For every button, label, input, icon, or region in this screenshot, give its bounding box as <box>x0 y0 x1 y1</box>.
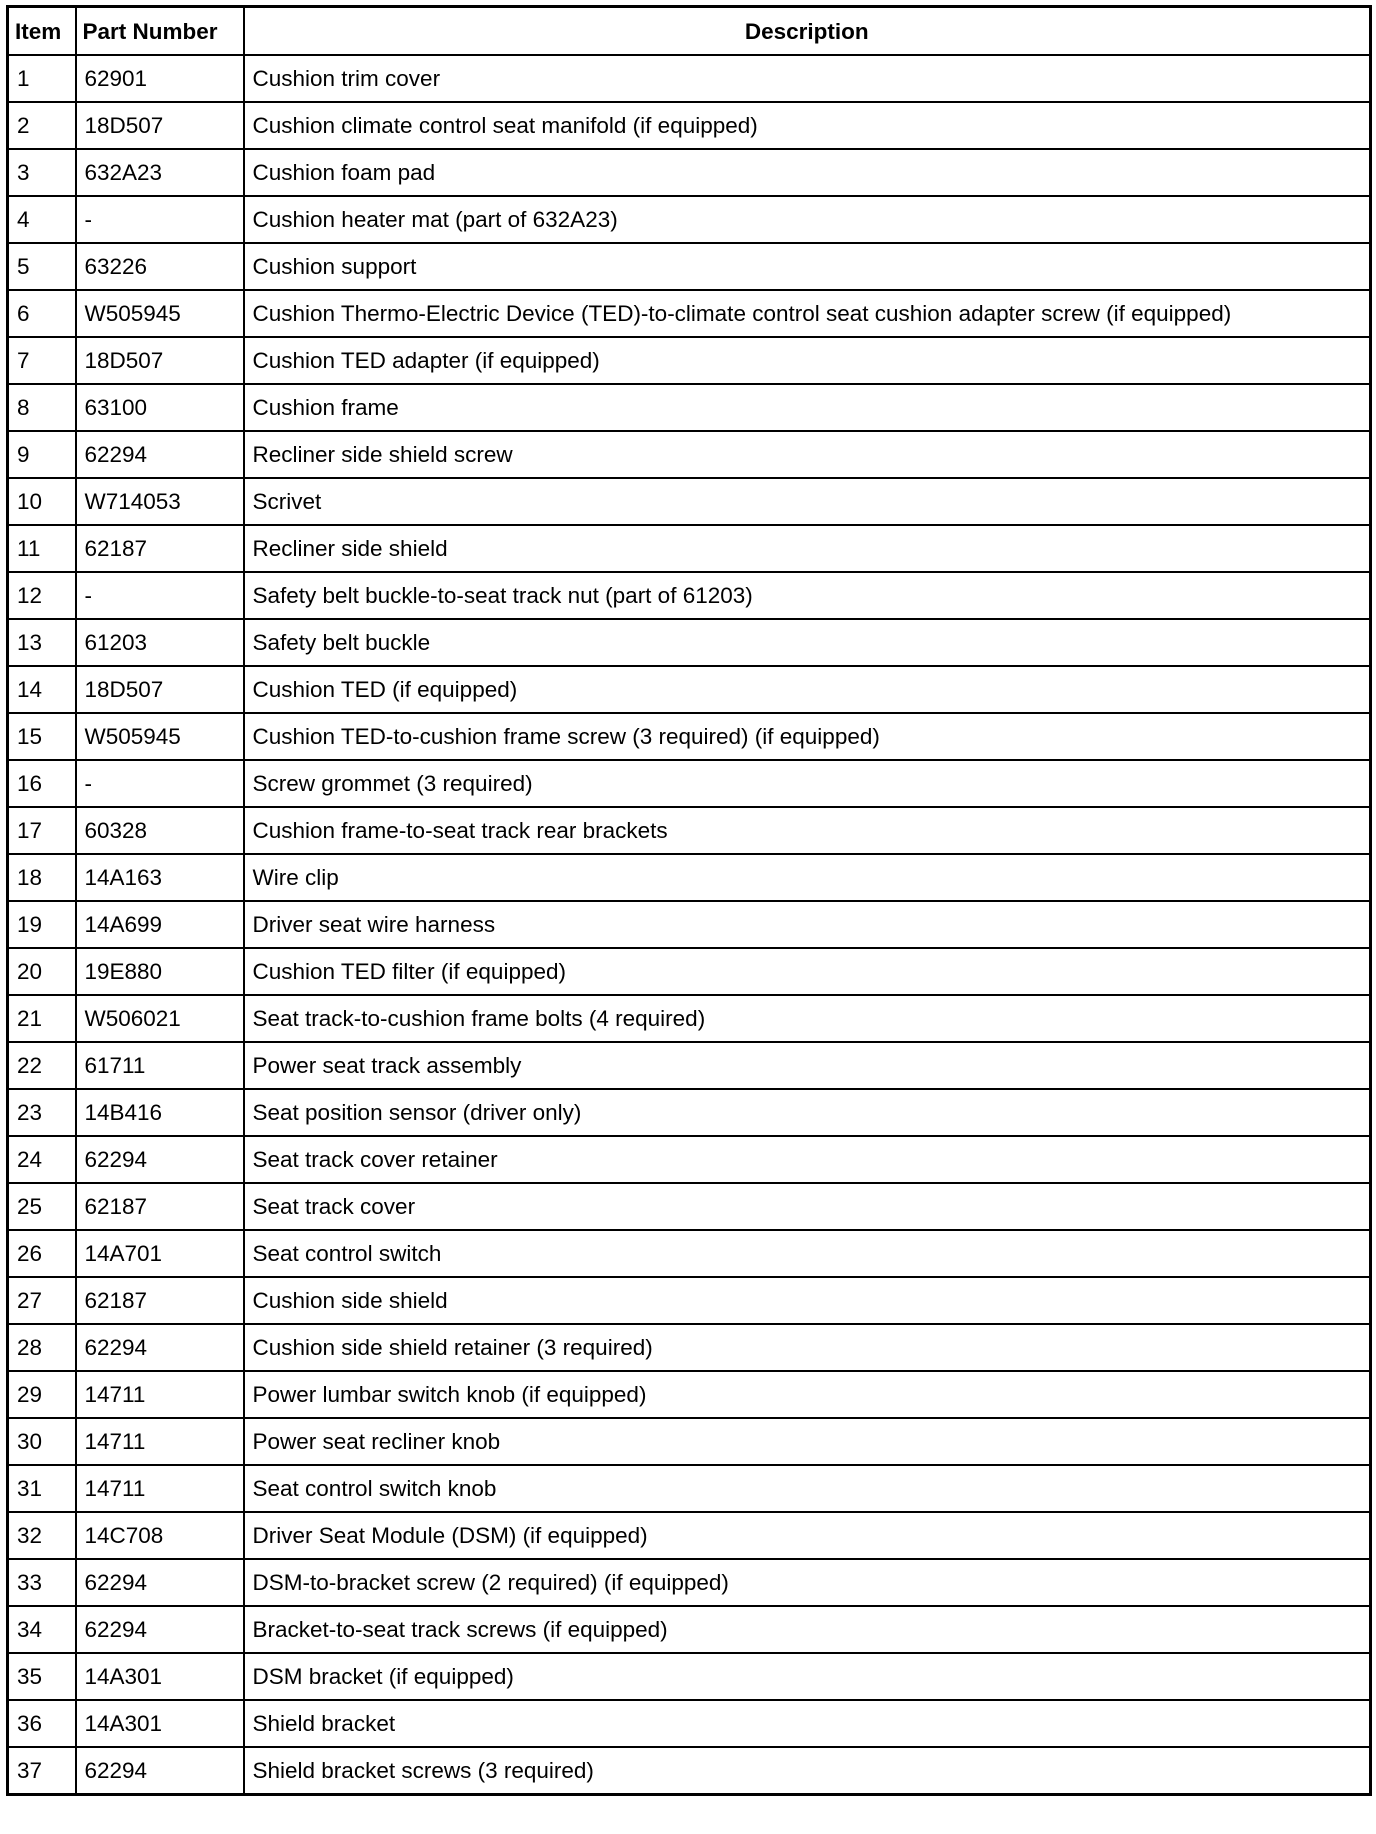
table-row <box>8 1606 1371 1653</box>
table-row <box>8 1324 1371 1371</box>
cell-description: Power seat track assembly <box>244 1042 1371 1089</box>
cell-description: Seat track-to-cushion frame bolts (4 required) <box>244 995 1371 1042</box>
parts-table <box>6 5 1372 1796</box>
cell-description: DSM-to-bracket screw (2 required) (if equipped) <box>244 1559 1371 1606</box>
parts-table-container <box>6 5 1369 1796</box>
cell-description: Seat control switch <box>244 1230 1371 1277</box>
cell-item: 20 <box>8 948 76 995</box>
cell-part-number: - <box>76 760 244 807</box>
cell-description: Cushion frame-to-seat track rear brackets <box>244 807 1371 854</box>
table-row <box>8 1042 1371 1089</box>
table-row <box>8 1230 1371 1277</box>
cell-description: Cushion support <box>244 243 1371 290</box>
table-row <box>8 948 1371 995</box>
cell-part-number: 14A301 <box>76 1653 244 1700</box>
table-row <box>8 1465 1371 1512</box>
cell-description: Wire clip <box>244 854 1371 901</box>
table-row <box>8 901 1371 948</box>
cell-description: Safety belt buckle <box>244 619 1371 666</box>
cell-description: Cushion climate control seat manifold (if equipped) <box>244 102 1371 149</box>
cell-part-number: 14A699 <box>76 901 244 948</box>
cell-description: DSM bracket (if equipped) <box>244 1653 1371 1700</box>
cell-description: Cushion frame <box>244 384 1371 431</box>
table-row <box>8 572 1371 619</box>
cell-item: 34 <box>8 1606 76 1653</box>
cell-item: 30 <box>8 1418 76 1465</box>
cell-description: Cushion TED filter (if equipped) <box>244 948 1371 995</box>
cell-description: Cushion trim cover <box>244 55 1371 102</box>
cell-description: Shield bracket screws (3 required) <box>244 1747 1371 1795</box>
cell-description: Recliner side shield <box>244 525 1371 572</box>
cell-part-number: W506021 <box>76 995 244 1042</box>
cell-item: 5 <box>8 243 76 290</box>
cell-item: 37 <box>8 1747 76 1795</box>
header-description: Description <box>244 7 1371 56</box>
cell-description: Cushion side shield <box>244 1277 1371 1324</box>
cell-part-number: 14A301 <box>76 1700 244 1747</box>
table-row <box>8 666 1371 713</box>
table-row <box>8 1700 1371 1747</box>
cell-description: Screw grommet (3 required) <box>244 760 1371 807</box>
table-row <box>8 1747 1371 1795</box>
cell-item: 8 <box>8 384 76 431</box>
table-row <box>8 1183 1371 1230</box>
cell-part-number: 60328 <box>76 807 244 854</box>
table-row <box>8 525 1371 572</box>
cell-item: 28 <box>8 1324 76 1371</box>
table-row <box>8 243 1371 290</box>
cell-item: 33 <box>8 1559 76 1606</box>
table-row <box>8 102 1371 149</box>
cell-part-number: 14A163 <box>76 854 244 901</box>
table-row <box>8 760 1371 807</box>
header-part-number: Part Number <box>76 7 244 56</box>
cell-part-number: - <box>76 572 244 619</box>
table-row <box>8 854 1371 901</box>
cell-item: 36 <box>8 1700 76 1747</box>
table-row <box>8 713 1371 760</box>
cell-part-number: 62294 <box>76 431 244 478</box>
header-item: Item <box>8 7 76 56</box>
cell-part-number: W505945 <box>76 713 244 760</box>
table-row <box>8 290 1371 337</box>
cell-item: 22 <box>8 1042 76 1089</box>
cell-item: 26 <box>8 1230 76 1277</box>
cell-item: 1 <box>8 55 76 102</box>
cell-part-number: 62294 <box>76 1136 244 1183</box>
cell-part-number: 632A23 <box>76 149 244 196</box>
cell-item: 21 <box>8 995 76 1042</box>
cell-item: 31 <box>8 1465 76 1512</box>
table-row <box>8 619 1371 666</box>
cell-part-number: 62294 <box>76 1559 244 1606</box>
cell-part-number: 14C708 <box>76 1512 244 1559</box>
cell-item: 4 <box>8 196 76 243</box>
cell-part-number: 14711 <box>76 1465 244 1512</box>
cell-item: 15 <box>8 713 76 760</box>
cell-part-number: 18D507 <box>76 337 244 384</box>
cell-item: 3 <box>8 149 76 196</box>
cell-part-number: - <box>76 196 244 243</box>
cell-part-number: W714053 <box>76 478 244 525</box>
cell-description: Recliner side shield screw <box>244 431 1371 478</box>
table-row <box>8 1136 1371 1183</box>
table-row <box>8 1277 1371 1324</box>
cell-item: 9 <box>8 431 76 478</box>
cell-part-number: 63226 <box>76 243 244 290</box>
table-header <box>8 7 1371 56</box>
cell-item: 2 <box>8 102 76 149</box>
cell-item: 25 <box>8 1183 76 1230</box>
cell-item: 18 <box>8 854 76 901</box>
cell-part-number: W505945 <box>76 290 244 337</box>
cell-part-number: 14B416 <box>76 1089 244 1136</box>
cell-description: Cushion TED adapter (if equipped) <box>244 337 1371 384</box>
cell-part-number: 14711 <box>76 1371 244 1418</box>
cell-part-number: 62294 <box>76 1747 244 1795</box>
cell-description: Shield bracket <box>244 1700 1371 1747</box>
cell-item: 6 <box>8 290 76 337</box>
cell-item: 23 <box>8 1089 76 1136</box>
cell-part-number: 63100 <box>76 384 244 431</box>
cell-description: Driver Seat Module (DSM) (if equipped) <box>244 1512 1371 1559</box>
table-row <box>8 384 1371 431</box>
cell-description: Seat position sensor (driver only) <box>244 1089 1371 1136</box>
cell-part-number: 14A701 <box>76 1230 244 1277</box>
cell-part-number: 19E880 <box>76 948 244 995</box>
cell-description: Safety belt buckle-to-seat track nut (part of 61203) <box>244 572 1371 619</box>
cell-description: Cushion heater mat (part of 632A23) <box>244 196 1371 243</box>
cell-part-number: 62187 <box>76 1277 244 1324</box>
cell-item: 12 <box>8 572 76 619</box>
table-row <box>8 478 1371 525</box>
cell-description: Seat track cover retainer <box>244 1136 1371 1183</box>
cell-description: Scrivet <box>244 478 1371 525</box>
table-row <box>8 995 1371 1042</box>
cell-description: Seat track cover <box>244 1183 1371 1230</box>
cell-part-number: 61711 <box>76 1042 244 1089</box>
cell-item: 32 <box>8 1512 76 1559</box>
cell-description: Cushion side shield retainer (3 required) <box>244 1324 1371 1371</box>
table-row <box>8 807 1371 854</box>
cell-description: Cushion foam pad <box>244 149 1371 196</box>
cell-description: Seat control switch knob <box>244 1465 1371 1512</box>
cell-part-number: 18D507 <box>76 666 244 713</box>
cell-item: 13 <box>8 619 76 666</box>
cell-part-number: 62187 <box>76 1183 244 1230</box>
cell-item: 16 <box>8 760 76 807</box>
cell-description: Bracket-to-seat track screws (if equipped) <box>244 1606 1371 1653</box>
cell-description: Cushion TED-to-cushion frame screw (3 required) (if equipped) <box>244 713 1371 760</box>
cell-part-number: 62294 <box>76 1606 244 1653</box>
cell-part-number: 62294 <box>76 1324 244 1371</box>
cell-part-number: 62187 <box>76 525 244 572</box>
cell-item: 10 <box>8 478 76 525</box>
table-row <box>8 1089 1371 1136</box>
cell-item: 14 <box>8 666 76 713</box>
table-row <box>8 1418 1371 1465</box>
table-row <box>8 55 1371 102</box>
header-row <box>8 7 1371 56</box>
table-row <box>8 1512 1371 1559</box>
cell-item: 19 <box>8 901 76 948</box>
table-row <box>8 196 1371 243</box>
cell-description: Power lumbar switch knob (if equipped) <box>244 1371 1371 1418</box>
cell-description: Power seat recliner knob <box>244 1418 1371 1465</box>
table-row <box>8 1559 1371 1606</box>
cell-part-number: 61203 <box>76 619 244 666</box>
cell-item: 24 <box>8 1136 76 1183</box>
cell-part-number: 62901 <box>76 55 244 102</box>
cell-item: 17 <box>8 807 76 854</box>
cell-item: 27 <box>8 1277 76 1324</box>
cell-item: 7 <box>8 337 76 384</box>
table-row <box>8 337 1371 384</box>
cell-description: Cushion Thermo-Electric Device (TED)-to-climate control seat cushion adapter screw (if equipped) <box>244 290 1371 337</box>
cell-description: Driver seat wire harness <box>244 901 1371 948</box>
table-row <box>8 149 1371 196</box>
cell-item: 11 <box>8 525 76 572</box>
table-body <box>8 55 1371 1795</box>
table-row <box>8 431 1371 478</box>
cell-item: 29 <box>8 1371 76 1418</box>
table-row <box>8 1371 1371 1418</box>
table-row <box>8 1653 1371 1700</box>
cell-description: Cushion TED (if equipped) <box>244 666 1371 713</box>
cell-part-number: 14711 <box>76 1418 244 1465</box>
cell-part-number: 18D507 <box>76 102 244 149</box>
cell-item: 35 <box>8 1653 76 1700</box>
